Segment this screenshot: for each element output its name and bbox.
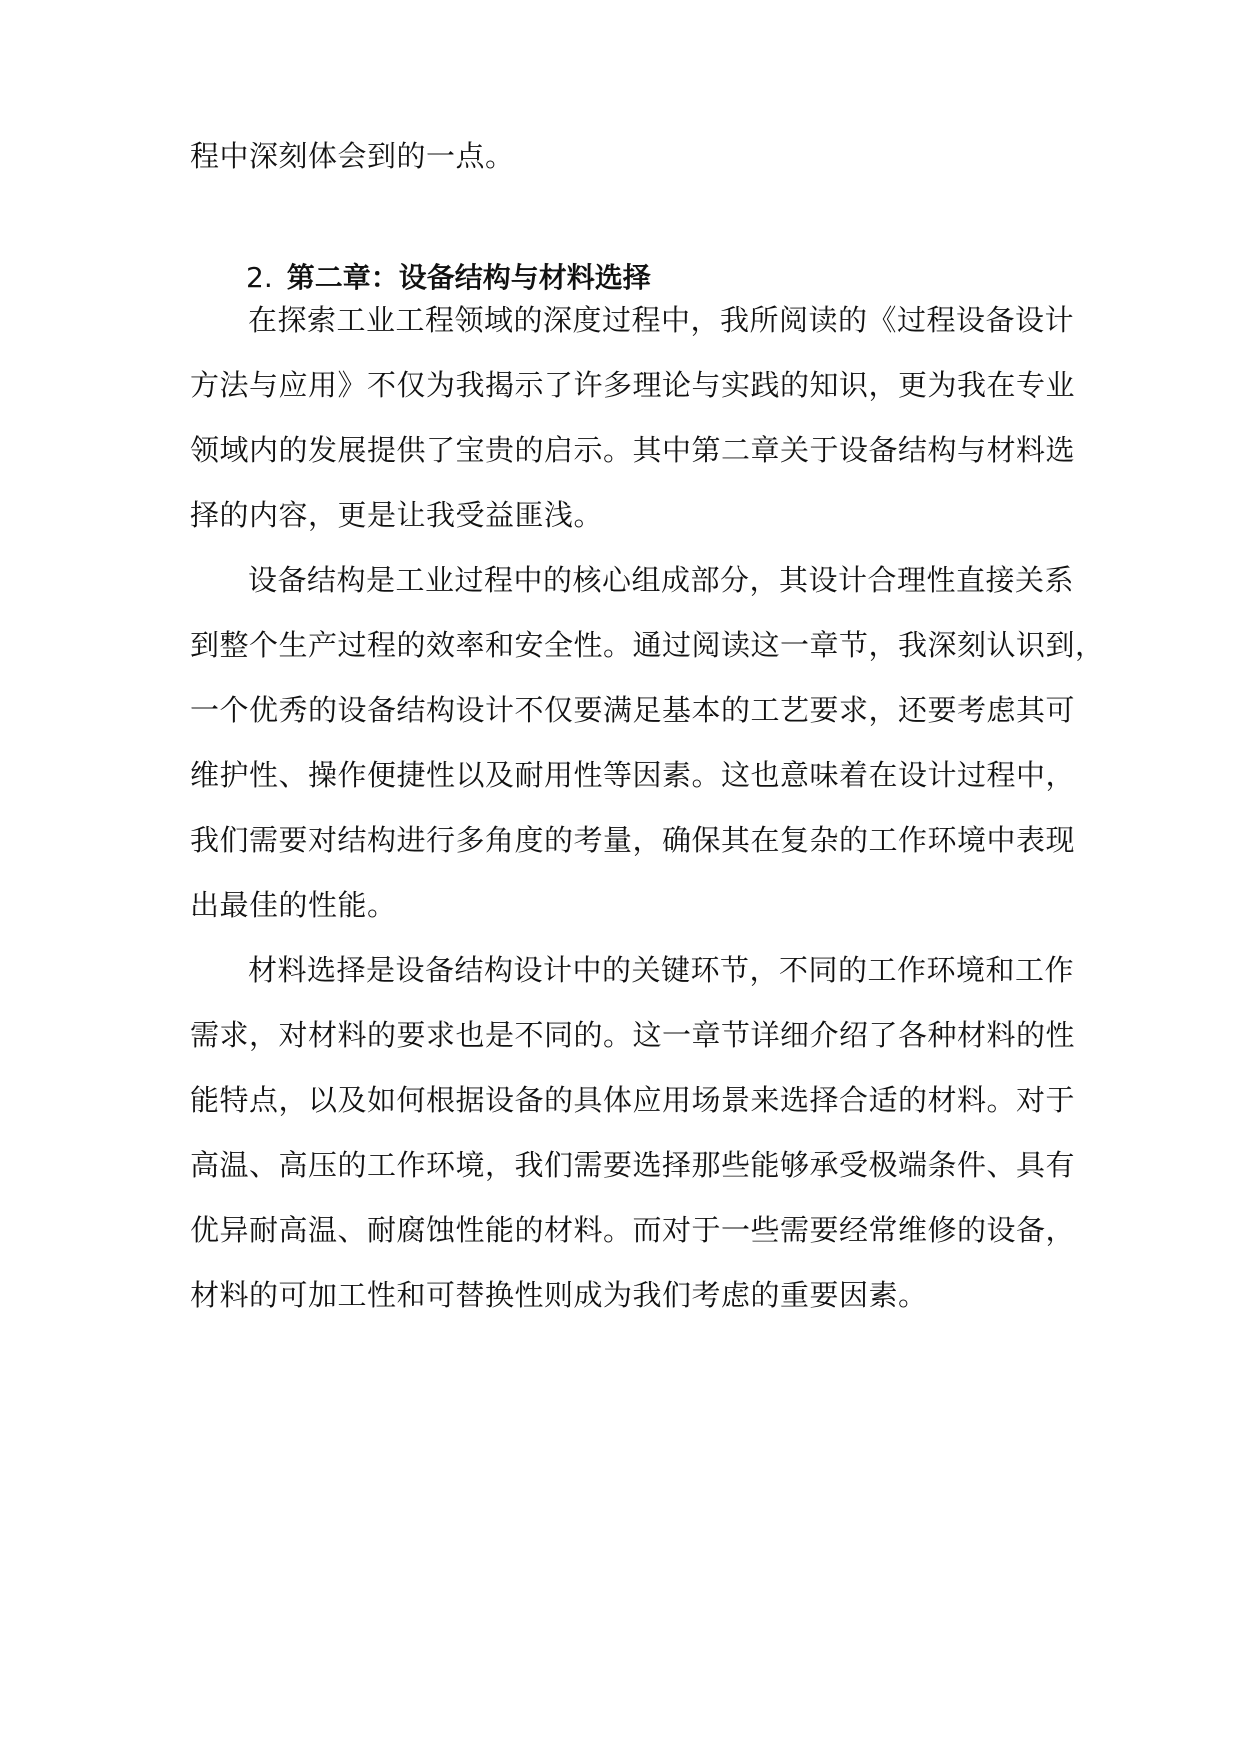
- paragraph-line: 维护性、操作便捷性以及耐用性等因素。这也意味着在设计过程中，: [190, 758, 1076, 792]
- paragraph-line: 高温、高压的工作环境，我们需要选择那些能够承受极端条件、具有: [190, 1148, 1076, 1182]
- paragraph-line: 材料选择是设备结构设计中的关键环节，不同的工作环境和工作: [248, 953, 1075, 987]
- section-number: 2.: [246, 261, 273, 294]
- paragraph-line: 方法与应用》不仅为我揭示了许多理论与实践的知识，更为我在专业: [190, 368, 1076, 402]
- paragraph-line: 材料的可加工性和可替换性则成为我们考虑的重要因素。: [190, 1278, 928, 1312]
- paragraph-line: 领域内的发展提供了宝贵的启示。其中第二章关于设备结构与材料选: [190, 433, 1076, 467]
- paragraph-line: 在探索工业工程领域的深度过程中，我所阅读的《过程设备设计: [248, 303, 1075, 337]
- paragraph-line: 出最佳的性能。: [190, 888, 397, 922]
- section-heading: [246, 258, 651, 298]
- paragraph-line: 到整个生产过程的效率和安全性。通过阅读这一章节，我深刻认识到，: [190, 628, 1105, 662]
- text-line: 程中深刻体会到的一点。: [190, 139, 515, 173]
- paragraph-line: 能特点，以及如何根据设备的具体应用场景来选择合适的材料。对于: [190, 1083, 1076, 1117]
- paragraph-line: 我们需要对结构进行多角度的考量，确保其在复杂的工作环境中表现: [190, 823, 1076, 857]
- paragraph-line: 一个优秀的设备结构设计不仅要满足基本的工艺要求，还要考虑其可: [190, 693, 1076, 727]
- section-title: 第二章：设备结构与材料选择: [286, 261, 651, 294]
- paragraph-line: 设备结构是工业过程中的核心组成部分，其设计合理性直接关系: [248, 563, 1075, 597]
- paragraph-line: 优异耐高温、耐腐蚀性能的材料。而对于一些需要经常维修的设备，: [190, 1213, 1076, 1247]
- paragraph-line: 择的内容，更是让我受益匪浅。: [190, 498, 604, 532]
- paragraph-line: 需求，对材料的要求也是不同的。这一章节详细介绍了各种材料的性: [190, 1018, 1076, 1052]
